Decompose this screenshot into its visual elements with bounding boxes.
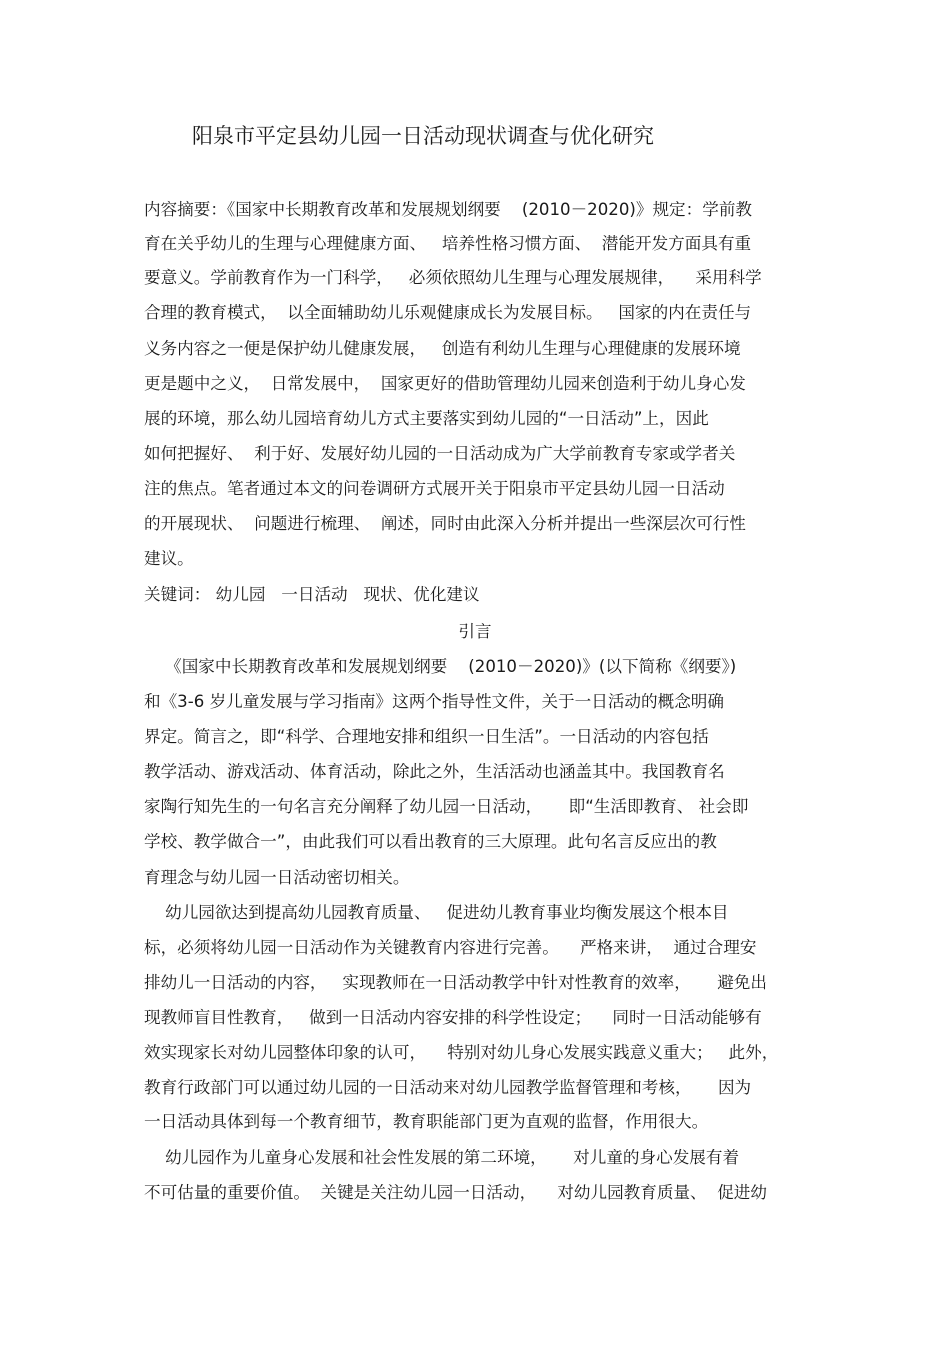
- abstract-line: 义务内容之一便是保护幼儿健康发展， 创造有利幼儿生理与心理健康的发展环境: [144, 339, 741, 358]
- paragraph-line: 家陶行知先生的一句名言充分阐释了幼儿园一日活动， 即“生活即教育、 社会即: [144, 797, 749, 816]
- abstract-line: 要意义。学前教育作为一门科学， 必须依照幼儿生理与心理发展规律， 采用科学: [144, 268, 762, 287]
- paragraph-line: 学校、教学做合一”，由此我们可以看出教育的三大原理。此句名言反应出的教: [144, 832, 717, 851]
- abstract-line: 合理的教育模式， 以全面辅助幼儿乐观健康成长为发展目标。 国家的内在责任与: [144, 303, 752, 322]
- paragraph-line: 教学活动、游戏活动、体育活动，除此之外，生活活动也涵盖其中。我国教育名: [144, 762, 725, 781]
- paragraph-line: 幼儿园作为儿童身心发展和社会性发展的第二环境， 对儿童的身心发展有着: [144, 1148, 740, 1167]
- paragraph-line: 界定。简言之，即“科学、合理地安排和组织一日生活”。一日活动的内容包括: [144, 727, 709, 746]
- paragraph-line: 现教师盲目性教育， 做到一日活动内容安排的科学性设定； 同时一日活动能够有: [144, 1008, 762, 1027]
- paragraph-line: 育理念与幼儿园一日活动密切相关。: [144, 868, 410, 887]
- paragraph-line: 标，必须将幼儿园一日活动作为关键教育内容进行完善。 严格来讲， 通过合理安: [144, 938, 757, 957]
- document-title: 阳泉市平定县幼儿园一日活动现状调查与优化研究: [192, 124, 654, 148]
- abstract-line: 内容摘要：《国家中长期教育改革和发展规划纲要 (2010－2020)》规定：学前教: [144, 200, 753, 219]
- paragraph-line: 不可估量的重要价值。 关键是关注幼儿园一日活动， 对幼儿园教育质量、 促进幼: [144, 1183, 767, 1202]
- abstract-line: 更是题中之义， 日常发展中， 国家更好的借助管理幼儿园来创造利于幼儿身心发: [144, 374, 746, 393]
- abstract-line: 注的焦点。笔者通过本文的问卷调研方式展开关于阳泉市平定县幼儿园一日活动: [144, 479, 725, 498]
- abstract-line: 建议。: [144, 549, 194, 568]
- abstract-line: 展的环境，那么幼儿园培育幼儿方式主要落实到幼儿园的“一日活动”上，因此: [144, 409, 709, 428]
- abstract-line: 如何把握好、 利于好、发展好幼儿园的一日活动成为广大学前教育专家或学者关: [144, 444, 736, 463]
- paragraph-line: 排幼儿一日活动的内容， 实现教师在一日活动教学中针对性教育的效率， 避免出: [144, 973, 767, 992]
- paragraph-line: 《国家中长期教育改革和发展规划纲要 (2010－2020)》(以下简称《纲要》): [144, 657, 737, 676]
- abstract-line: 的开展现状、 问题进行梳理、 阐述，同时由此深入分析并提出一些深层次可行性: [144, 514, 746, 533]
- paragraph-line: 一日活动具体到每一个教育细节，教育职能部门更为直观的监督，作用很大。: [144, 1112, 709, 1131]
- paragraph-line: 教育行政部门可以通过幼儿园的一日活动来对幼儿园教学监督管理和考核， 因为: [144, 1078, 752, 1097]
- paragraph-line: 幼儿园欲达到提高幼儿园教育质量、 促进幼儿教育事业均衡发展这个根本目: [144, 903, 729, 922]
- paragraph-line: 和《3-6 岁儿童发展与学习指南》这两个指导性文件，关于一日活动的概念明确: [144, 692, 724, 711]
- paragraph-line: 效实现家长对幼儿园整体印象的认可， 特别对幼儿身心发展实践意义重大； 此外，: [144, 1043, 779, 1062]
- intro-heading: 引言: [458, 622, 492, 641]
- keywords-line: 关键词： 幼儿园 一日活动 现状、优化建议: [144, 585, 480, 604]
- abstract-line: 育在关乎幼儿的生理与心理健康方面、 培养性格习惯方面、 潜能开发方面具有重: [144, 234, 752, 253]
